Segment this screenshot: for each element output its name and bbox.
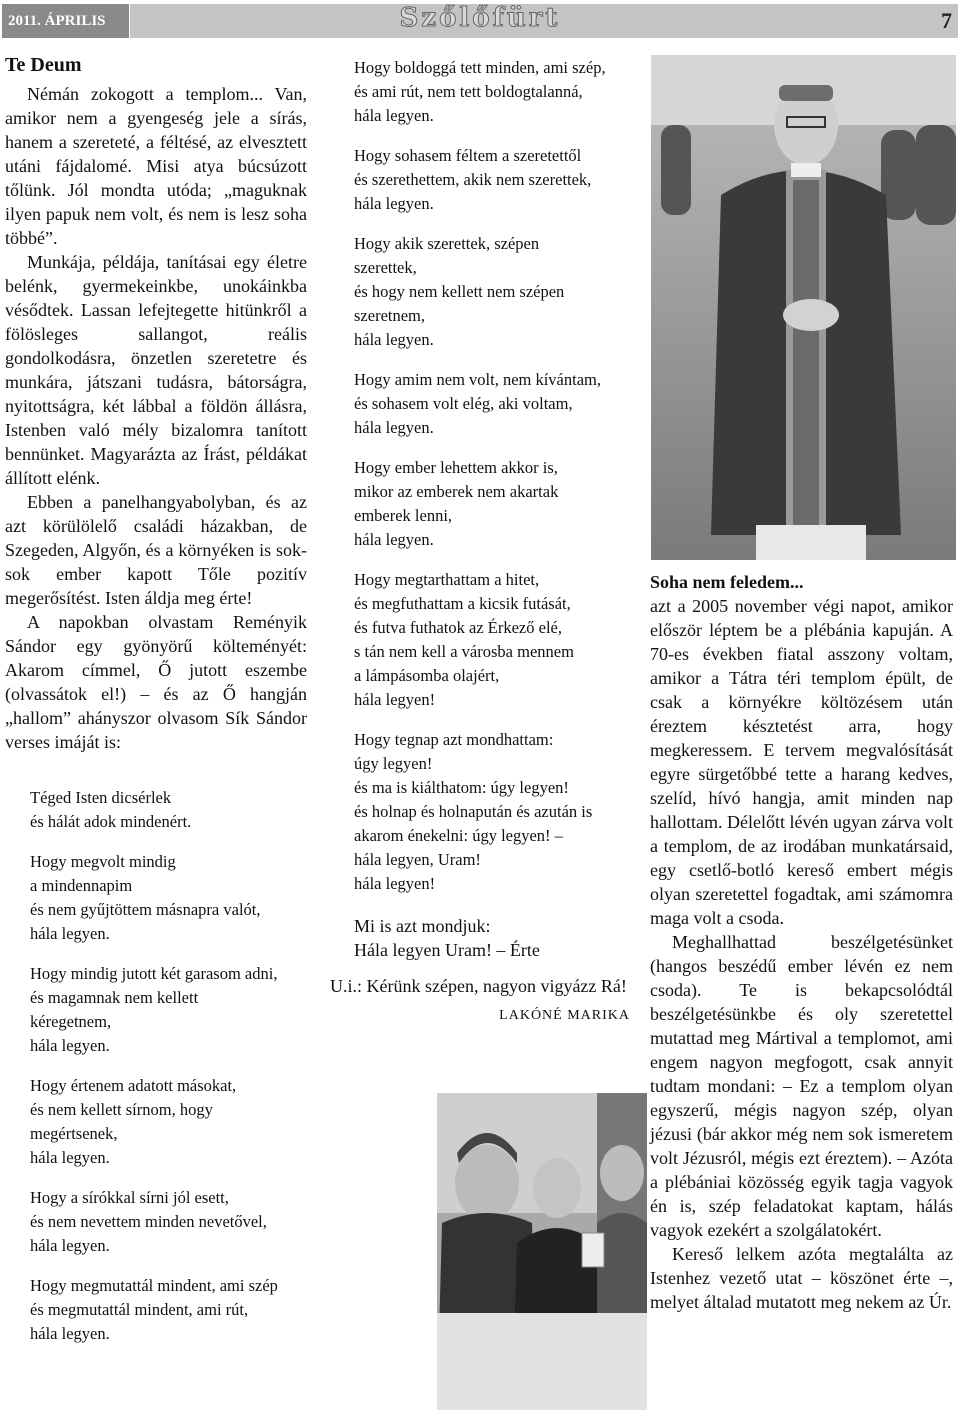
article-column-1: [5, 50, 307, 1362]
poem-line: hála legyen.: [30, 1148, 110, 1167]
poem-stanza: [354, 368, 630, 440]
poem-line: úgy legyen!: [354, 754, 433, 773]
article-title: Te Deum: [5, 54, 82, 76]
article-paragraph: Némán zokogott a templom... Van, amikor nem a gyengeség jele a sírás, hanem a szereteté, a féltésé, az elvesztett utáni fájdalomé. Misi atya búcsúzott tőlünk. Jól mondta utóda; „maguknak ilyen papuk nem volt, és nem is lesz soha többé”.: [5, 84, 307, 248]
article-paragraph: Munkája, példája, tanításai egy életre belénk, gyermekeinkbe, unokáinkba vésődtek. Lassan lefejtegette hitünkről a fölösleges sallangot, reális gondolkodásra, önzetlen szeretetre és munkára, játszani tudásra, bátorságra, nyitottságra, két lábbal a földön állásra, Istenben való mély bizalomra tanított bennünket. Magyarázta az Írást, példákat állított elénk.: [5, 252, 307, 488]
poem-line: és holnap és holnapután és azután is: [354, 802, 593, 821]
poem-part-2: [330, 56, 630, 896]
poem-line: Hogy értenem adatott másokat,: [30, 1076, 237, 1095]
poem-stanza: [354, 456, 630, 552]
poem-line: kéregetnem,: [30, 1012, 112, 1031]
poem-line: akarom énekelni: úgy legyen! –: [354, 826, 563, 845]
poem-line: és hálát adok mindenért.: [30, 812, 192, 831]
priest-photo: [651, 55, 956, 560]
page-number: 7: [941, 8, 952, 33]
poem-line: hála legyen.: [30, 1236, 110, 1255]
poem-line: Hogy amim nem volt, nem kívántam,: [354, 370, 602, 389]
poem-line: hála legyen.: [30, 924, 110, 943]
article-paragraph: Ebben a panelhangyabolyban, és az azt körülölelő családi házakban, de Szegeden, Algyőn, és a környéken is sok-sok ember kapott Tőle pozitív megerősítést. Isten áldja meg érte!: [5, 492, 307, 608]
community-photo: [437, 1093, 647, 1410]
poem-line: és megfuthattam a kicsik futását,: [354, 594, 571, 613]
poem-stanza: [30, 1074, 307, 1170]
priest-photo-image: [651, 55, 956, 560]
poem-line: Hogy boldoggá tett minden, ami szép,: [354, 58, 606, 77]
poem-line: és hogy nem kellett nem szépen: [354, 282, 565, 301]
poem-line: szeretnem,: [354, 306, 426, 325]
poem-line: Hogy sohasem féltem a szeretettől: [354, 146, 582, 165]
poem-line: és futva futhatok az Érkező elé,: [354, 618, 562, 637]
postscript-note: U.i.: Kérünk szépen, nagyon vigyázz Rá!: [330, 976, 627, 996]
poem-line: és nem kellett sírnom, hogy: [30, 1100, 213, 1119]
poem-part-1: [5, 786, 307, 1346]
poem-line: Hogy ember lehettem akkor is,: [354, 458, 558, 477]
poem-stanza: [354, 728, 630, 896]
poem-line: hála legyen.: [354, 106, 434, 125]
poem-line: és ma is kiálthatom: úgy legyen!: [354, 778, 569, 797]
community-photo-image: [437, 1093, 647, 1410]
article-column-2: [330, 56, 630, 1028]
poem-stanza: [354, 232, 630, 352]
poem-line: hála legyen.: [30, 1324, 110, 1343]
poem-stanza: [354, 568, 630, 712]
poem-line: megértsenek,: [30, 1124, 118, 1143]
side-story-column: [650, 570, 953, 1314]
poem-line: hála legyen.: [354, 418, 434, 437]
poem-line: Hogy mindig jutott két garasom adni,: [30, 964, 278, 983]
side-story-paragraph: azt a 2005 november végi napot, amikor először léptem be a plébánia kapuján. A 70-es években fiatal asszony voltam, amikor a Tátra téri templom épült, de csak a környékre költözésem után éreztem késztetést arra, hogy megkeressem. E tervem megvalósítását egyre sürgetőbbé tette a harang kedves, szelíd, hívó hangja, amit minden nap hallottam. Délelőtt lévén ugyan zárva volt a templom, de az irodában munkatársaid, egy csetlő-botló kereső embert mégis olyan szeretettel fogadtak, ami számomra maga volt a csoda.: [650, 596, 953, 928]
poem-line: emberek lenni,: [354, 506, 453, 525]
poem-line: Hogy akik szerettek, szépen: [354, 234, 540, 253]
poem-line: Téged Isten dicsérlek: [30, 788, 172, 807]
closing-line: Hála legyen Uram! – Érte: [354, 940, 540, 960]
article-paragraph: A napokban olvastam Reményik Sándor egy gyönyörű költeményét: Akarom címmel, Ő jutott eszembe (olvassátok el!) – és az Ő hangján „hallom” ahányszor olvasom Sík Sándor verses imáját is:: [5, 612, 307, 752]
poem-line: hála legyen.: [30, 1036, 110, 1055]
poem-line: s tán nem kell a városba mennem: [354, 642, 574, 661]
poem-line: hála legyen.: [354, 330, 434, 349]
poem-line: hála legyen.: [354, 530, 434, 549]
poem-line: Hogy tegnap azt mondhattam:: [354, 730, 554, 749]
closing-line: Mi is azt mondjuk:: [354, 916, 491, 936]
poem-stanza: [30, 962, 307, 1058]
poem-stanza: [30, 850, 307, 946]
poem-stanza: [30, 1274, 307, 1346]
side-story-paragraph: Kereső lelkem azóta megtalálta az Istenhez vezető utat – köszönet érte –, melyet általad mutatott meg nekem az Úr.: [650, 1244, 953, 1312]
poem-line: Hogy megvolt mindig: [30, 852, 176, 871]
poem-line: hála legyen, Uram!: [354, 850, 481, 869]
poem-line: hála legyen!: [354, 690, 436, 709]
poem-line: és megmutattál mindent, ami rút,: [30, 1300, 249, 1319]
poem-line: Hogy megtarthattam a hitet,: [354, 570, 540, 589]
poem-line: a lámpásomba olajért,: [354, 666, 500, 685]
poem-line: szerettek,: [354, 258, 417, 277]
poem-line: és nem gyűjtöttem másnapra valót,: [30, 900, 261, 919]
issue-date: 2011. ÁPRILIS: [2, 4, 129, 38]
side-story-title: Soha nem feledem...: [650, 572, 804, 592]
poem-line: hála legyen.: [354, 194, 434, 213]
poem-line: hála legyen!: [354, 874, 436, 893]
page-header: [0, 0, 960, 44]
poem-stanza: [30, 1186, 307, 1258]
poem-line: és sohasem volt elég, aki voltam,: [354, 394, 573, 413]
author-signature: LAKÓNÉ MARIKA: [499, 1008, 630, 1023]
newsletter-title: Szőlőfürt: [399, 3, 561, 33]
poem-line: és nem nevettem minden nevetővel,: [30, 1212, 267, 1231]
poem-line: és ami rút, nem tett boldogtalanná,: [354, 82, 583, 101]
poem-stanza: [30, 786, 307, 834]
poem-line: mikor az emberek nem akartak: [354, 482, 559, 501]
poem-line: és magamnak nem kellett: [30, 988, 199, 1007]
poem-line: és szerethettem, akik nem szerettek,: [354, 170, 592, 189]
poem-line: a mindennapim: [30, 876, 133, 895]
poem-line: Hogy a sírókkal sírni jól esett,: [30, 1188, 229, 1207]
closing-lines: [330, 914, 630, 962]
poem-line: Hogy megmutattál mindent, ami szép: [30, 1276, 278, 1295]
poem-stanza: [354, 56, 630, 128]
poem-stanza: [354, 144, 630, 216]
side-story-paragraph: Meghallhattad beszélgetésünket (hangos beszédű ember lévén ez nem csoda). Te is bekapcsolódtál beszélgetésünkbe és oly szeretettel mutattad meg Mártival a templomot, ami engem nagyon megfogott, csak annyit tudtam mondani: – Ez a templom olyan egyszerű, mégis nagyon szép, olyan jézusi (bár akkor még nem sok ismeretem volt Jézusról, mégis ezt éreztem). – Azóta a plébániai közösség egyik tagja vagyok én is, szép feladatokat kaptam, hálás vagyok ezekért a szolgálatokért.: [650, 932, 953, 1240]
